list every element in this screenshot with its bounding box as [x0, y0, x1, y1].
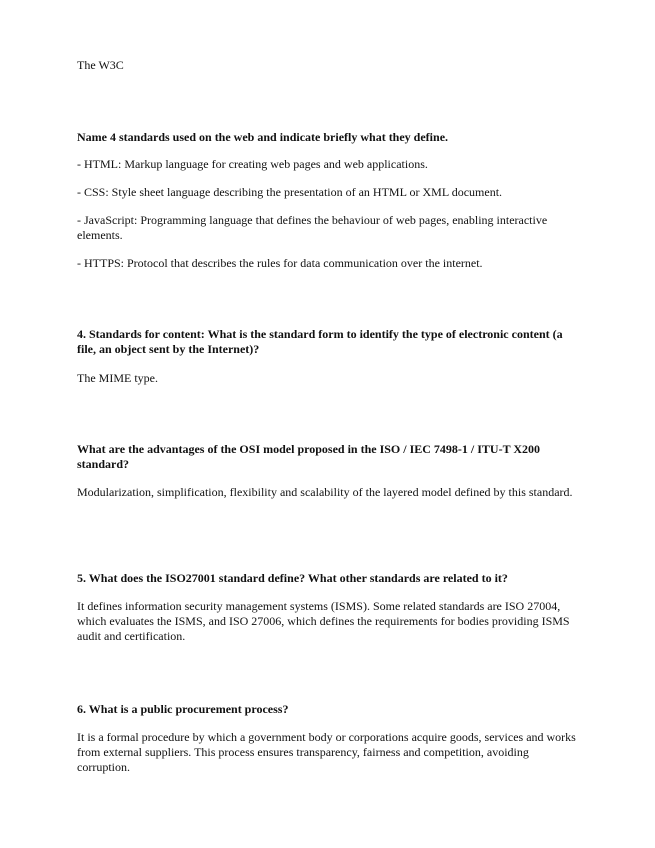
answer-javascript: - JavaScript: Programming language that defines the behaviour of web pages, enabling interactive elements.	[77, 213, 548, 242]
answer-mime-type: The MIME type.	[77, 371, 158, 385]
answer-https: - HTTPS: Protocol that describes the rules for data communication over the internet.	[77, 256, 483, 270]
question-public-procurement: 6. What is a public procurement process?	[77, 702, 289, 716]
question-web-standards: Name 4 standards used on the web and indicate briefly what they define.	[77, 130, 449, 144]
answer-osi-advantages: Modularization, simplification, flexibility and scalability of the layered model defined by this standard.	[77, 485, 573, 499]
intro-text: The W3C	[77, 58, 124, 72]
answer-css: - CSS: Style sheet language describing the presentation of an HTML or XML document.	[77, 185, 503, 199]
question-iso27001: 5. What does the ISO27001 standard define? What other standards are related to it?	[77, 571, 508, 585]
answer-public-procurement: It is a formal procedure by which a government body or corporations acquire goods, services and works from external suppliers. This process ensures transparency, fairness and competition, avoiding corruption.	[77, 730, 576, 774]
question-osi-model: What are the advantages of the OSI model proposed in the ISO / IEC 7498-1 / ITU-T X200 standard?	[77, 442, 541, 471]
question-content-standards: 4. Standards for content: What is the standard form to identify the type of electronic content (a file, an object sent by the Internet)?	[77, 327, 563, 356]
answer-html: - HTML: Markup language for creating web pages and web applications.	[77, 157, 428, 171]
answer-iso27001: It defines information security management systems (ISMS). Some related standards are ISO 27004, which evaluates the ISMS, and ISO 27006, which defines the requirements for bodies providing ISMS audit and certification.	[77, 599, 570, 643]
